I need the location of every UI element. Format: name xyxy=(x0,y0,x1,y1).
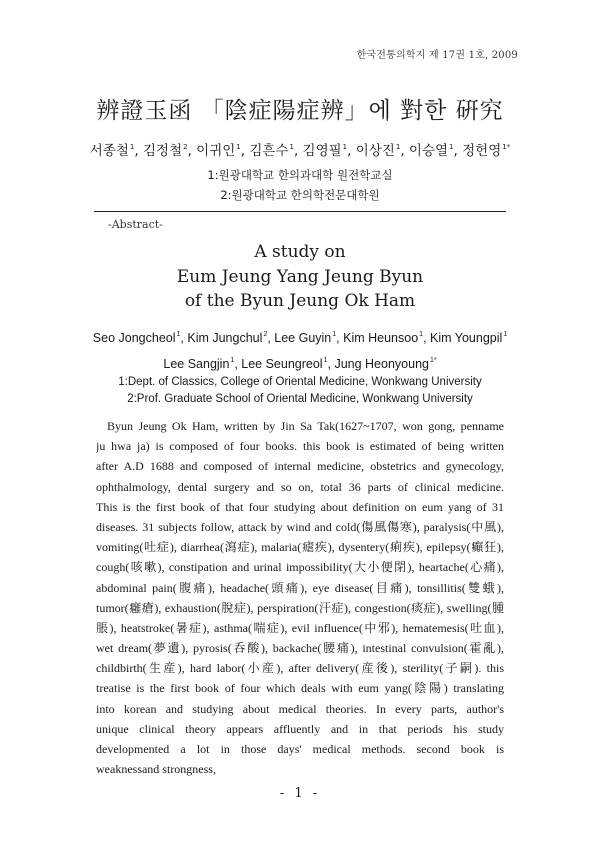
abstract-line: ophthalmology, dental surgery and so on, total 36 parts of clinical medicine. xyxy=(96,479,504,494)
korean-author-name: 이귀인 xyxy=(196,143,236,159)
korean-author-name: 김흔수 xyxy=(249,143,289,159)
korean-affiliations xyxy=(0,165,600,205)
abstract-line: This is the first book of that four studying about definition on eum yang of 31 xyxy=(96,499,504,514)
korean-author xyxy=(303,143,348,159)
english-author-list xyxy=(0,324,600,375)
english-author-name: Kim Jungchul xyxy=(187,331,263,345)
abstract-line: childbirth(生産), hard labor(小産), after delivery(産後), sterility(子嗣). this xyxy=(96,661,504,676)
korean-author-name: 정헌영 xyxy=(462,143,502,159)
korean-author xyxy=(409,143,454,159)
abstract-line: unique clinical theory appears affluently and in that periods his study xyxy=(96,721,504,736)
english-author-affiliation-mark: 1 xyxy=(332,331,337,338)
abstract-line: tumor(癰瘡), exhaustion(脫症), perspiration(汗症), congestion(痰症), swelling(腫 xyxy=(96,600,504,615)
page-number: - 1 - xyxy=(279,786,321,801)
english-author-affiliation-mark: 1 xyxy=(323,356,328,364)
abstract-line: treatise is the first book of four which deals with eum yang(陰陽) translating xyxy=(96,681,504,696)
english-author-name: Lee Guyin xyxy=(274,331,332,345)
abstract-line: diseases. 31 subjects follow, attack by wind and cold(傷風傷寒), paralysis(中風), xyxy=(96,519,504,534)
korean-author-affiliation-mark: 1 xyxy=(342,143,348,151)
english-author xyxy=(187,331,267,345)
korean-author-name: 김정철 xyxy=(142,143,183,159)
korean-title: 辨證玉函 「陰症陽症辨」에 對한 硏究 xyxy=(96,98,504,124)
abstract-body xyxy=(96,416,504,779)
english-author xyxy=(334,357,436,371)
english-author xyxy=(274,331,336,345)
abstract-line: wet dream(夢遺), pyrosis(呑酸), backache(腰痛), intestinal convulsion(霍亂), xyxy=(96,641,504,656)
korean-author-name: 이상진 xyxy=(355,143,395,159)
korean-author-name: 김영필 xyxy=(302,143,342,159)
korean-author xyxy=(249,143,294,159)
english-author xyxy=(343,331,423,345)
abstract-line: into korean and studying about medical theories. In every parts, author's xyxy=(96,701,504,716)
english-author-name: Lee Sangjin xyxy=(163,356,230,371)
english-affiliation-1: 1:Dept. of Classics, College of Oriental Medicine, Wonkwang University xyxy=(118,376,482,388)
english-author-affiliation-mark: 1 xyxy=(176,331,181,338)
abstract-line: developmented a lot in those days' medical methods. second book is xyxy=(96,742,504,756)
english-author xyxy=(430,331,507,345)
english-affiliation-2: 2:Prof. Graduate School of Oriental Medicine, Wonkwang University xyxy=(127,392,473,405)
english-author-name: Lee Seungreol xyxy=(241,356,323,371)
korean-author-affiliation-mark: 2 xyxy=(183,143,188,151)
korean-author-list: 서종철$^1$, 김정철$^2$, 이귀인$^1$, 김흔수$^1$, 김영필$^1$, 이상진$^1$, 이승열$^1$, 정헌영$^{1*}$ xyxy=(89,143,511,159)
abstract-label: -Abstract- xyxy=(108,218,163,231)
english-author-name: Kim Youngpil xyxy=(430,331,503,345)
english-author-affiliation-mark: 1 xyxy=(230,356,235,364)
abstract-line: abdominal pain(腹痛), headache(頭痛), eye disease(目痛), tonsillitis(雙蛾), xyxy=(96,580,504,595)
abstract-line: vomiting(吐症), diarrhea(瀉症), malaria(瘧疾), dysentery(痢疾), epilepsy(癲狂), xyxy=(96,540,504,555)
english-author-affiliation-mark: 1 xyxy=(503,331,508,338)
english-author xyxy=(93,331,181,345)
korean-author xyxy=(196,143,241,159)
english-title-line-3: of the Byun Jeung Ok Ham xyxy=(184,291,416,311)
english-affiliations xyxy=(0,374,600,407)
korean-author-name: 서종철 xyxy=(89,143,129,159)
korean-author xyxy=(90,143,135,159)
title-divider xyxy=(94,211,506,212)
abstract-line: Byun Jeung Ok Ham, written by Jin Sa Tak(1627~1707, won gong, penname xyxy=(107,419,504,433)
english-author-line: Lee Sangjin$^1$, Lee Seungreol$^1$, Jung Heonyoung$^{1*}$ xyxy=(163,356,437,371)
abstract-line: cough(咳嗽), constipation and urinal impossibility(大小便閉), heartache(心痛), xyxy=(96,560,504,575)
korean-author xyxy=(143,143,188,159)
korean-author-affiliation-mark: 1 xyxy=(129,143,135,151)
abstract-line: weaknessand strongness, xyxy=(96,762,216,777)
english-author-line: Seo Jongcheol$^1$, Kim Jungchul$^2$, Lee Guyin$^1$, Kim Heunsoo$^1$, Kim Youngpil$^1$ xyxy=(92,331,508,345)
abstract-line: 脹), heatstroke(暑症), asthma(喘症), evil influence(中邪), hematemesis(吐血), xyxy=(96,620,504,635)
korean-author-affiliation-mark: 1* xyxy=(502,143,511,151)
korean-author-name: 이승열 xyxy=(408,143,449,159)
english-author-affiliation-mark: 1 xyxy=(419,331,424,338)
korean-author-affiliation-mark: 1 xyxy=(236,143,241,151)
korean-author xyxy=(462,143,510,159)
english-title-line-1: A study on xyxy=(254,242,346,262)
english-author-name: Seo Jongcheol xyxy=(92,331,176,345)
korean-author-affiliation-mark: 1 xyxy=(449,143,454,151)
english-author-name: Kim Heunsoo xyxy=(343,331,419,345)
english-author xyxy=(163,357,234,371)
abstract-line: ju hwa ja) is composed of four books. this book is estimated of being written xyxy=(96,439,504,454)
korean-affiliation-1: 1:원광대학교 한의과대학 원전학교실 xyxy=(207,168,393,182)
journal-header: 한국전통의학지 제 17권 1호, 2009 xyxy=(356,50,518,61)
english-author xyxy=(241,357,327,371)
english-title xyxy=(0,240,600,314)
english-author-affiliation-mark: 1* xyxy=(429,356,437,364)
english-title-line-2: Eum Jeung Yang Jeung Byun xyxy=(176,266,424,287)
english-author-name: Jung Heonyoung xyxy=(334,356,429,371)
korean-affiliation-2: 2:원광대학교 한의학전문대학원 xyxy=(220,188,380,202)
korean-author-affiliation-mark: 1 xyxy=(289,143,294,151)
korean-author xyxy=(356,143,401,159)
korean-author-affiliation-mark: 1 xyxy=(395,143,401,151)
english-author-affiliation-mark: 2 xyxy=(263,331,268,338)
abstract-line: after A.D 1688 and composed of internal medicine, obstetrics and gynecology, xyxy=(96,459,504,474)
